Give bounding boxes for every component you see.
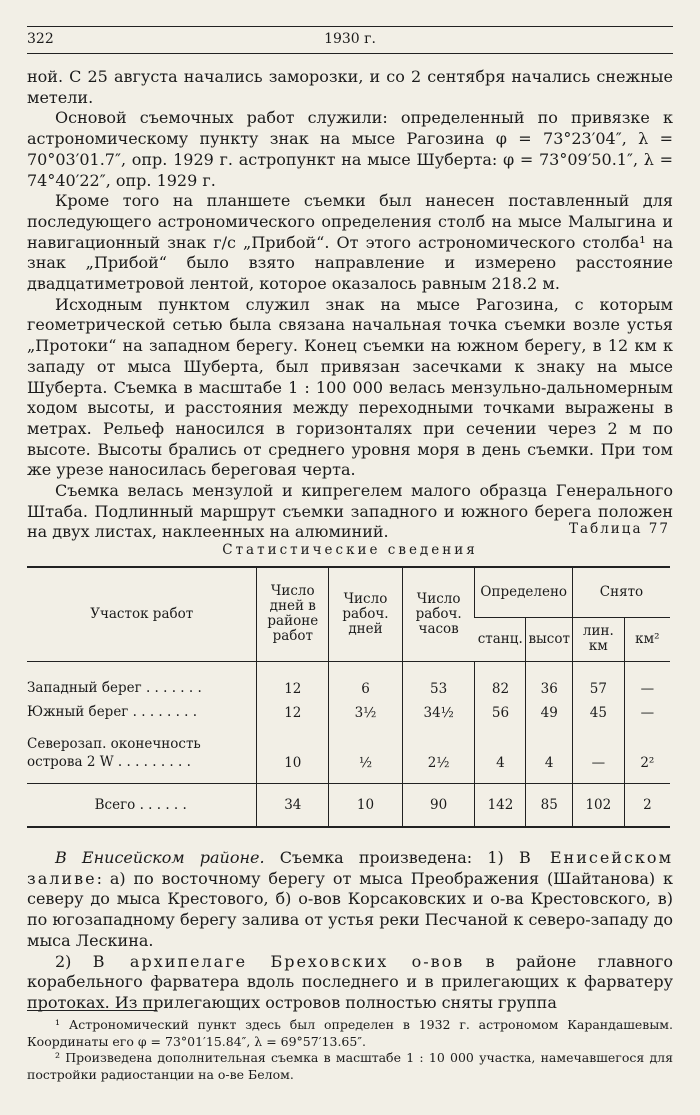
paragraph: ной. С 25 августа начались заморозки, и со 2 сентября начались снежные метели. — [27, 67, 673, 107]
running-header — [27, 26, 673, 54]
continuation-text — [27, 848, 673, 1014]
paragraph: Основой съемочных работ служили: определенный по привязке к астрономическому пункту знак на мысе Рагозина φ = 73°23′04″, λ = 70°03′01.7″, опр. 1929 г. астропункт на мысе Шуберта: φ = 73°09′50.1″, λ = 74°40′22″, опр. 1929 г. — [27, 108, 673, 190]
header-heights: высот — [526, 617, 573, 661]
paragraph: В Енисейском районе. Съемка произведена: 1) В Енисейском заливе: а) по восточному берегу от мыса Преображения (Шайтанова) к северу до мыса Крестового, б) о-вов Корсаковских и о-ва Крестовского, в) по югозападному берегу залива от устья реки Песчаной к северо-западу до мыса Лескина. — [27, 848, 674, 950]
header-work-days: Число рабоч. дней — [329, 567, 403, 661]
page-number: 322 — [27, 31, 54, 47]
spaced-emphasis: В Енисейском заливе — [27, 848, 674, 888]
section-heading-italic: В Енисейском районе. — [55, 848, 265, 867]
statistics-table — [27, 566, 670, 828]
footnote-1: ¹ Астрономический пункт здесь был определен в 1932 г. астрономом Карандашевым. Координаты его φ = 73°01′15.84″, λ = 69°57′13.65″. — [27, 1017, 673, 1049]
paragraph: Исходным пунктом служил знак на мысе Рагозина, с которым геометрической сетью была связана начальная точка съемки возле устья „Протоки“ на западном берегу. Конец съемки на южном берегу, в 12 км к западу от мыса Шуберта, был привязан засечками к знаку на мысе Шуберта. Съемка в масштабе 1 : 100 000 велась мензульно-дальномерным ходом высоты, и расстояния между переходными точками выражены в метрах. Рельеф наносился в горизонталях при сечении через 2 м по высоте. Высоты брались от среднего уровня моря в день съемки. При том же урезе наносилась береговая черта. — [27, 294, 673, 480]
table-row: Южный берег . . . . . . . . 12 3½ 34½ 56 49 45 — — [27, 697, 670, 721]
running-title-year: 1930 г. — [324, 31, 376, 47]
footnote-rule — [27, 1010, 157, 1011]
header-area: Участок работ — [27, 567, 257, 661]
header-surveyed: Снято — [572, 567, 670, 617]
header-work-hours: Число рабоч. часов — [402, 567, 475, 661]
header-stations: станц. — [475, 617, 526, 661]
header-days-in-area: Число дней в районе работ — [257, 567, 329, 661]
paragraph: 2) В архипелаге Бреховских о-вов в районе главного корабельного фарватера вдоль последнего и в прилегающих к фарватеру протоках. Из прилегающих островов полностью сняты группа — [27, 951, 674, 1012]
main-text — [27, 67, 673, 543]
header-km2: км² — [624, 617, 670, 661]
header-lin-km: лин. км — [572, 617, 624, 661]
paragraph: Съемка велась мензулой и кипрегелем малого образца Генерального Штаба. Подлинный маршрут съемки западного и южного берега положен на двух листах, наклеенных на алюминий. — [27, 481, 673, 542]
table-row: Западный берег . . . . . . . 12 6 53 82 36 57 — — [27, 661, 670, 697]
footnote-2: ² Произведена дополнительная съемка в масштабе 1 : 10 000 участка, намечавшегося для постройки радиостанции на о-ве Белом. — [27, 1050, 673, 1082]
table-title: Статистические сведения — [222, 542, 478, 558]
header-determined: Определено — [475, 567, 572, 617]
paragraph: Кроме того на планшете съемки был нанесен поставленный для последующего астрономического определения столб на мысе Малыгина и навигационный знак г/с „Прибой“. От этого астрономического столба¹ на знак „Прибой“ было взято направление и измерено расстояние двадцатиметровой лентой, которое оказалось равным 218.2 м. — [27, 191, 673, 294]
footnotes — [27, 1010, 673, 1083]
table-row: Северозап. оконечность острова 2 W . . . . . . . . . 10 ½ 2½ 4 4 — 2² — [27, 721, 670, 771]
spaced-emphasis: В архипелаге Бреховских о-вов — [92, 951, 465, 971]
table-total-row: Всего . . . . . . 34 10 90 142 85 102 2 — [27, 783, 670, 827]
table-number: Таблица 77 — [569, 521, 670, 537]
